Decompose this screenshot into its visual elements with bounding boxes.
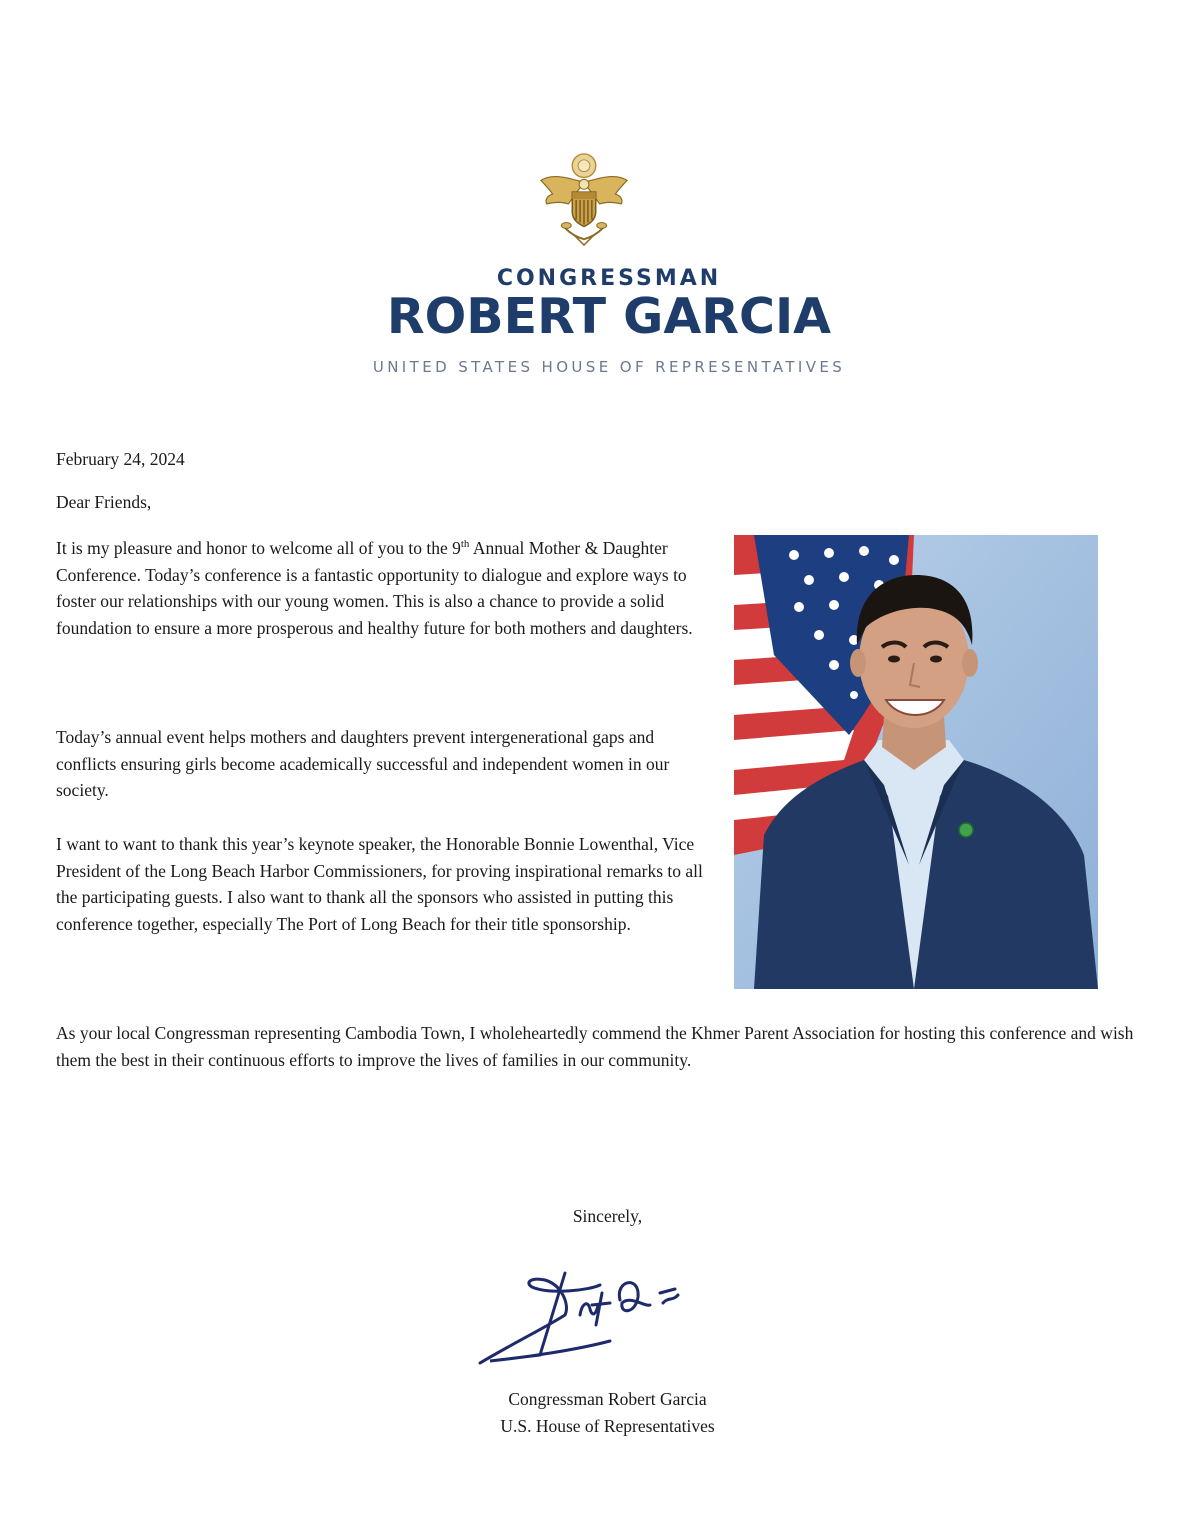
paragraph-thanks: I want to want to thank this year’s keynote speaker, the Honorable Bonnie Lowenthal, Vice President of the Long Beach Harbor Commissioners, for proving inspirational remarks to all the participating guests. I also want to thank all the sponsors who assisted in putting this conference together, especially The Port of Long Beach for their title sponsorship.: [56, 834, 703, 934]
paragraph-welcome: [56, 535, 716, 641]
letterhead-title-small: CONGRESSMAN: [496, 266, 722, 291]
paragraph-event: Today’s annual event helps mothers and daughters prevent intergenerational gaps and conflicts ensuring girls become academically successful and independent women in our society.: [56, 727, 670, 800]
ordinal-suffix: th: [460, 538, 470, 551]
signature-icon: [470, 1245, 700, 1375]
portrait-photo: [734, 535, 1098, 989]
letterhead-subtitle: UNITED STATES HOUSE OF REPRESENTATIVES: [372, 358, 846, 376]
closing: Sincerely,: [572, 1206, 643, 1226]
letterhead: [0, 0, 1200, 400]
signatory-name: Congressman Robert Garcia: [508, 1389, 707, 1409]
letter-date: February 24, 2024: [56, 449, 185, 469]
house-seal-icon: [535, 150, 633, 250]
paragraph-welcome-start: It is my pleasure and honor to welcome all of you to the 9: [56, 538, 461, 558]
paragraph-commend: As your local Congressman representing Cambodia Town, I wholeheartedly commend the Khmer Parent Association for hosting this conference and wish them the best in their continuous efforts to improve the lives of families in our community.: [56, 1023, 1134, 1070]
letterhead-name: ROBERT GARCIA: [386, 288, 832, 345]
signatory-title: U.S. House of Representatives: [500, 1416, 715, 1436]
paragraph-welcome-rest: Annual Mother & Daughter Conference. Today’s conference is a fantastic opportunity to dialogue and explore ways to foster our relationships with our young women. This is also a chance to provide a solid foundation to ensure a more prosperous and healthy future for both mothers and daughters.: [56, 538, 693, 638]
salutation: Dear Friends,: [56, 492, 152, 512]
